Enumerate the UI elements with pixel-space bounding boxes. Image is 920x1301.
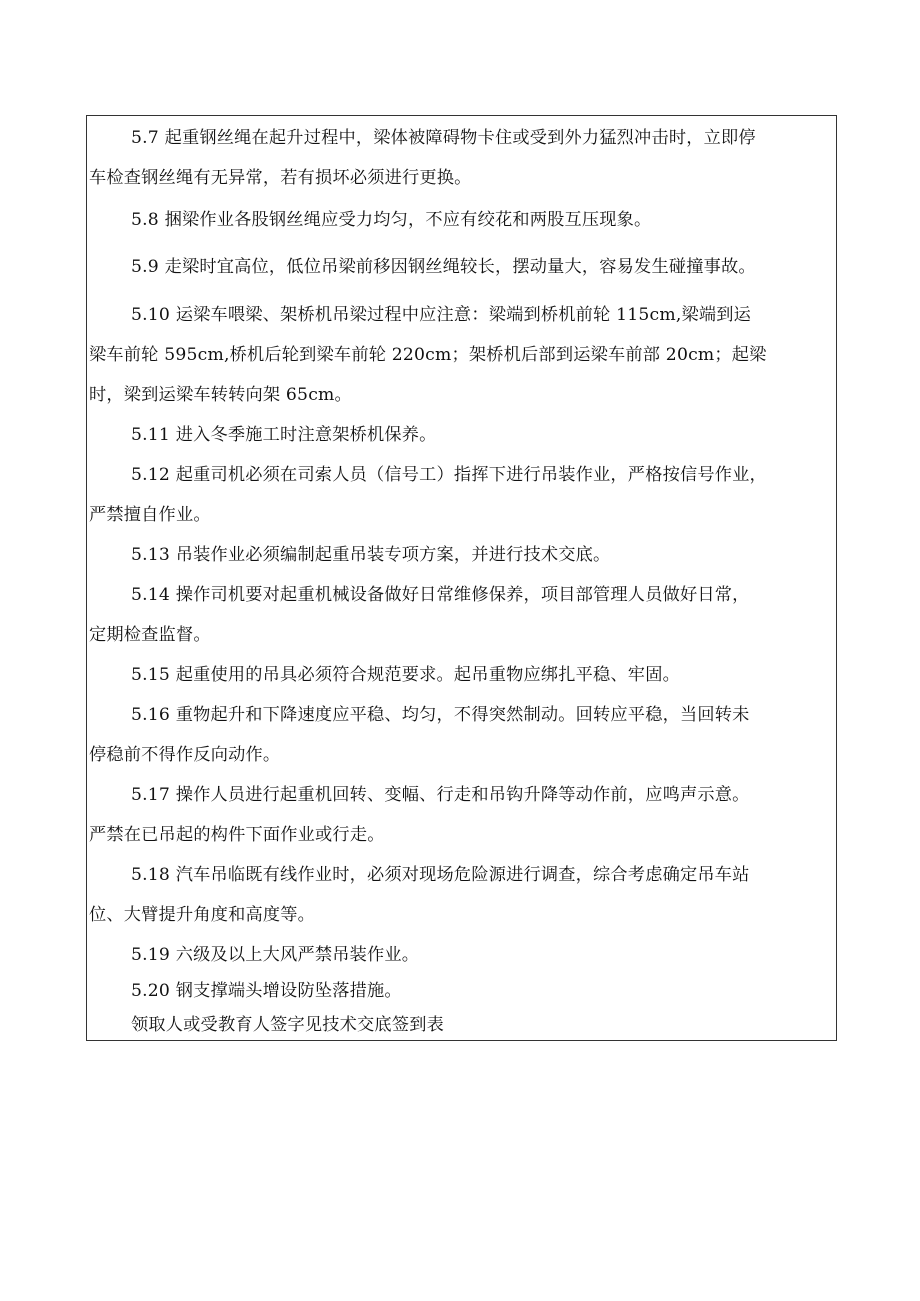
item-5-16-line-2: 停稳前不得作反向动作。 [89, 745, 281, 765]
item-5-17-line-2: 严禁在已吊起的构件下面作业或行走。 [89, 825, 385, 845]
item-5-20: 5.20 钢支撑端头增设防坠落措施。 [131, 981, 402, 1001]
item-5-12-line-2: 严禁擅自作业。 [89, 505, 211, 525]
signature-note: 领取人或受教育人签字见技术交底签到表 [131, 1015, 444, 1035]
item-5-7-line-1: 5.7 起重钢丝绳在起升过程中，梁体被障碍物卡住或受到外力猛烈冲击时，立即停 [131, 128, 756, 148]
item-5-13: 5.13 吊装作业必须编制起重吊装专项方案，并进行技术交底。 [131, 545, 611, 565]
item-5-14-line-2: 定期检查监督。 [89, 625, 211, 645]
item-5-18-line-2: 位、大臂提升角度和高度等。 [89, 905, 316, 925]
item-5-10-line-2: 梁车前轮 595cm,桥机后轮到梁车前轮 220cm；架桥机后部到运梁车前部 20cm；起梁 [89, 345, 767, 365]
item-5-7-line-2: 车检查钢丝绳有无异常，若有损坏必须进行更换。 [89, 168, 472, 188]
item-5-8: 5.8 捆梁作业各股钢丝绳应受力均匀，不应有绞花和两股互压现象。 [131, 210, 652, 230]
item-5-10-line-1: 5.10 运梁车喂梁、架桥机吊梁过程中应注意：梁端到桥机前轮 115cm,梁端到运 [131, 305, 752, 325]
item-5-17-line-1: 5.17 操作人员进行起重机回转、变幅、行走和吊钩升降等动作前，应鸣声示意。 [131, 785, 750, 805]
item-5-12-line-1: 5.12 起重司机必须在司索人员（信号工）指挥下进行吊装作业，严格按信号作业， [131, 465, 767, 485]
item-5-9: 5.9 走梁时宜高位，低位吊梁前移因钢丝绳较长，摆动量大，容易发生碰撞事故。 [131, 257, 756, 277]
item-5-15: 5.15 起重使用的吊具必须符合规范要求。起吊重物应绑扎平稳、牢固。 [131, 665, 680, 685]
document-frame [86, 115, 837, 1041]
item-5-18-line-1: 5.18 汽车吊临既有线作业时，必须对现场危险源进行调查，综合考虑确定吊车站 [131, 865, 750, 885]
item-5-14-line-1: 5.14 操作司机要对起重机械设备做好日常维修保养，项目部管理人员做好日常， [131, 585, 750, 605]
item-5-16-line-1: 5.16 重物起升和下降速度应平稳、均匀，不得突然制动。回转应平稳，当回转未 [131, 705, 750, 725]
item-5-19: 5.19 六级及以上大风严禁吊装作业。 [131, 945, 420, 965]
item-5-11: 5.11 进入冬季施工时注意架桥机保养。 [131, 425, 437, 445]
item-5-10-line-3: 时，梁到运梁车转转向架 65cm。 [89, 385, 352, 405]
